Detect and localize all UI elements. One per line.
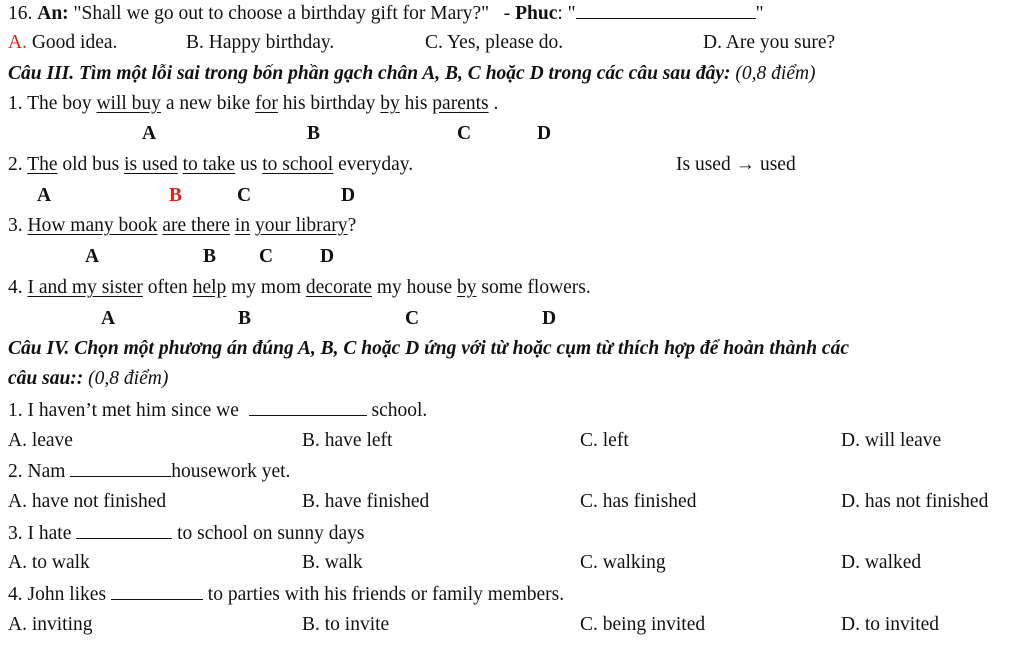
section4-heading: Câu IV. Chọn một phương án đúng A, B, C hoặc D ứng với từ hoặc cụm từ thích hợp để hoàn thành các (8, 338, 849, 359)
q16-option-b: B. Happy birthday. (186, 32, 335, 53)
q16-answer-blank (576, 1, 756, 19)
s3-q4-label-c: C (405, 308, 420, 329)
s3-q1-part-a: will buy (96, 93, 161, 114)
s4-q2-blank (70, 459, 171, 477)
s3-q2-correction: Is used → used (676, 154, 796, 175)
section4-heading-cont: câu sau:: (8, 368, 84, 389)
s3-q2-part-a: The (27, 154, 58, 175)
s4-q4-option-c: C. being invited (580, 614, 706, 635)
q16-close-quote: " (755, 3, 764, 24)
s3-q3-sentence: 3. How many book are there in your library? (8, 215, 357, 236)
s3-q1-part-b: for (255, 93, 278, 114)
s4-q1-stem: 1. I haven’t met him since we school. (8, 400, 428, 421)
s3-q1-sentence: 1. The boy will buy a new bike for his birthday by his parents . (8, 93, 499, 114)
s3-q3-part-b: are there (162, 215, 231, 236)
s3-q3-part-c: in (234, 215, 251, 236)
q16-an-line: "Shall we go out to choose a birthday gift for Mary?" (73, 3, 490, 24)
q16-option-d: D. Are you sure? (703, 32, 836, 53)
s3-q1-label-b: B (307, 123, 321, 144)
s3-q2-label-d: D (341, 185, 356, 206)
s4-q1-option-b: B. have left (302, 430, 393, 451)
s3-q4-part-c: decorate (305, 277, 372, 298)
section3-title (8, 62, 816, 86)
s3-q1-label-d: D (537, 123, 552, 144)
s3-q3-label-d: D (320, 246, 335, 267)
q16-option-a (8, 31, 117, 55)
s4-q1-option-a: A. leave (8, 430, 73, 451)
q16-open-quote: : " (557, 3, 576, 24)
section3-heading: Câu III. Tìm một lỗi sai trong bốn phần gạch chân A, B, C hoặc D trong các câu sau đây: (8, 63, 731, 84)
section4-points: (0,8 điểm) (83, 368, 169, 389)
s3-q3-label-c: C (259, 246, 274, 267)
s3-q1-label-c: C (457, 123, 472, 144)
s4-q2-option-b: B. have finished (302, 491, 430, 512)
s3-q2-label-c: C (237, 185, 252, 206)
s3-q4-sentence: 4. I and my sister often help my mom decorate my house by some flowers. (8, 277, 591, 298)
s3-q4-label-d: D (542, 308, 557, 329)
s4-q3-option-c: C. walking (580, 552, 666, 573)
s3-q2-label-a: A (37, 185, 52, 206)
q16-option-a-letter: A. (8, 32, 27, 53)
s4-q3-option-a: A. to walk (8, 552, 90, 573)
s4-q2-option-d: D. has not finished (841, 491, 989, 512)
s4-q4-stem: 4. John likes to parties with his friends or family members. (8, 584, 565, 605)
s3-q1-part-c: by (380, 93, 400, 114)
q16-option-a-text: Good idea. (26, 32, 118, 53)
section4-title-line1 (8, 337, 849, 361)
s3-q4-part-d: by (457, 277, 477, 298)
q16-number: 16. (8, 3, 33, 24)
s3-q2-part-b: is used (124, 154, 178, 175)
s4-q4-blank (111, 582, 203, 600)
s3-q2-label-b-answer: B (169, 185, 183, 206)
q16-speaker-an: An: (37, 3, 69, 24)
s4-q3-stem: 3. I hate to school on sunny days (8, 523, 365, 544)
s4-q1-blank (249, 398, 367, 416)
s3-q3-part-a: How many book (27, 215, 158, 236)
s3-q4-label-a: A (101, 308, 116, 329)
s4-q2-option-a: A. have not finished (8, 491, 167, 512)
s4-q2-stem: 2. Nam housework yet. (8, 461, 291, 482)
q16-option-c: C. Yes, please do. (425, 32, 564, 53)
section3-points: (0,8 điểm) (730, 63, 816, 84)
s3-q2-sentence: 2. The old bus is used to take us to school everyday. (8, 154, 414, 175)
s4-q4-option-b: B. to invite (302, 614, 390, 635)
s3-q4-part-a: I and my sister (27, 277, 143, 298)
s4-q3-option-d: D. walked (841, 552, 922, 573)
s4-q3-blank (76, 521, 172, 539)
q16-dash: - (503, 3, 511, 24)
section4-title-line2 (8, 367, 168, 391)
s3-q2-part-d: to school (262, 154, 334, 175)
s3-q3-part-d: your library (254, 215, 348, 236)
s3-q2-part-c: to take (182, 154, 236, 175)
s4-q4-option-d: D. to invited (841, 614, 940, 635)
q16-speaker-phuc: Phuc (515, 3, 558, 24)
s3-q4-label-b: B (238, 308, 252, 329)
s3-q3-label-b: B (203, 246, 217, 267)
s4-q2-option-c: C. has finished (580, 491, 697, 512)
s4-q4-option-a: A. inviting (8, 614, 93, 635)
s3-q4-part-b: help (192, 277, 227, 298)
s3-q3-label-a: A (85, 246, 100, 267)
s4-q1-option-c: C. left (580, 430, 629, 451)
s4-q1-option-d: D. will leave (841, 430, 942, 451)
s3-q1-part-d: parents (432, 93, 489, 114)
s3-q1-label-a: A (142, 123, 157, 144)
q16-prompt (8, 1, 764, 26)
s4-q3-option-b: B. walk (302, 552, 363, 573)
